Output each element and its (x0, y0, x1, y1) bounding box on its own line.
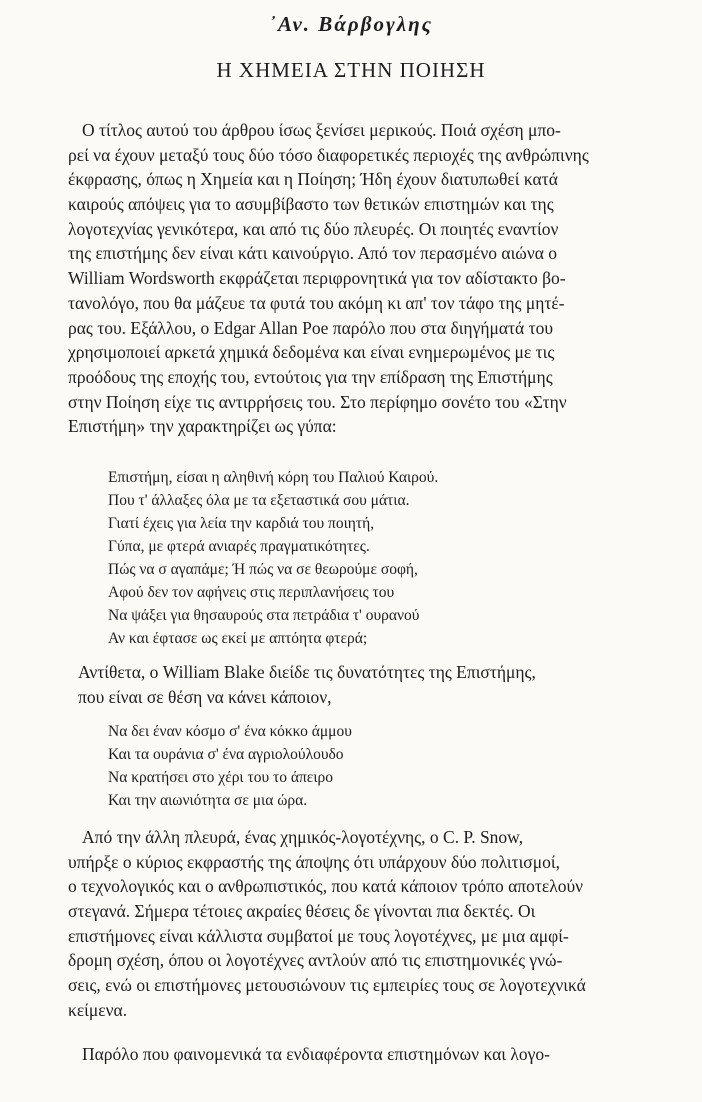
article-title: Η ΧΗΜΕΙΑ ΣΤΗΝ ΠΟΙΗΣΗ (216, 58, 486, 82)
poem-line: Γύπα, με φτερά ανιαρές πραγματικότητες. (108, 538, 370, 555)
poem-line: Να κρατήσει στο χέρι του το άπειρο (108, 769, 333, 786)
text-line: χρησιμοποιεί αρκετά χημικά δεδομένα και είναι ενημερωμένος με τις (68, 342, 555, 363)
text-line: Από την άλλη πλευρά, ένας χημικός-λογοτέχνης, ο C. P. Snow, (82, 827, 524, 847)
paragraph-2 (78, 660, 662, 709)
text-line: κείμενα. (68, 999, 128, 1020)
text-line: δρομη σχέση, όπου οι λογοτέχνες αντλούν από τις επιστημονικές γνώ- (68, 950, 563, 971)
text-line: που είναι σε θέση να κάνει κάποιον, (78, 686, 332, 707)
text-line: ο τεχνολογικός και ο ανθρωπιστικός, που κατά κάποιον τρόπο αποτελούν (68, 876, 584, 897)
text-line: λογοτεχνίας γενικότερα, και από τις δύο πλευρές. Οι ποιητές εναντίον (68, 218, 559, 239)
text-line: της επιστήμης δεν είναι κάτι καινούργιο. Από τον περασμένο αιώνα ο (68, 243, 558, 264)
text-line: Αντίθετα, ο William Blake διείδε τις δυνατότητες της Επιστήμης, (78, 662, 536, 682)
text-line: επιστήμονες είναι κάλλιστα συμβατοί με τους λογοτέχνες, με μια αμφί- (68, 925, 569, 946)
text-line: προόδους της εποχής του, εντούτοις για την επίδραση της Επιστήμης (68, 366, 553, 387)
text-line: στην Ποίηση είχε τις αντιρρήσεις του. Στο περίφημο σονέτο του «Στην (68, 391, 567, 412)
text-line: καιρούς απόψεις για το ασυμβίβαστο των θετικών επιστημών και της (68, 194, 554, 215)
text-line: σεις, ενώ οι επιστήμονες μετουσιώνουν τις εμπειρίες τους σε λογοτεχνικά (68, 975, 586, 996)
poem-line: Αν και έφτασε ως εκεί με απτόητα φτερά; (108, 630, 368, 647)
poem-2 (108, 720, 608, 812)
poem-line: Να δει έναν κόσμο σ' ένα κόκκο άμμου (108, 723, 352, 740)
author-name: ᾿Αν. Βάρβογλης (269, 12, 433, 36)
text-line: William Wordsworth εκφράζεται περιφρονητικά για τον αδίστακτο βο- (68, 268, 566, 289)
text-line: τανολόγο, που θα μάζευε τα φυτά του ακόμη κι απ' τον τάφο της μητέ- (68, 292, 565, 313)
poem-line: Πώς να σ αγαπάμε; Ή πώς να σε θεωρούμε σοφή, (108, 561, 418, 578)
poem-line: Γιατί έχεις για λεία την καρδιά του ποιητή, (108, 515, 375, 532)
poem-line: Να ψάξει για θησαυρούς στα πετράδια τ' ουρανού (108, 607, 420, 624)
poem-line: Επιστήμη, είσαι η αληθινή κόρη του Παλιού Καιρού. (108, 469, 439, 486)
paragraph-3 (68, 825, 662, 1023)
poem-line: Αφού δεν τον αφήνεις στις περιπλανήσεις του (108, 584, 395, 601)
text-line: Ο τίτλος αυτού του άρθρου ίσως ξενίσει μερικούς. Ποιά σχέση μπο- (82, 120, 561, 140)
text-line: ρεί να έχουν μεταξύ τους δύο τόσο διαφορετικές περιοχές της ανθρώπινης (68, 144, 589, 165)
poem-1 (108, 466, 608, 650)
poem-line: Που τ' άλλαξες όλα με τα εξεταστικά σου μάτια. (108, 492, 410, 509)
text-line: έκφρασης, όπως η Χημεία και η Ποίηση; Ήδη έχουν διατυπωθεί κατά (68, 169, 558, 190)
text-line: υπήρξε ο κύριος εκφραστής της άποψης ότι υπάρχουν δύο πολιτισμοί, (68, 851, 560, 872)
text-line: Επιστήμη» την χαρακτηρίζει ως γύπα: (68, 416, 337, 437)
paragraph-4 (68, 1042, 662, 1067)
text-line: ρας του. Εξάλλου, ο Edgar Allan Poe παρόλο που στα διηγήματά του (68, 317, 554, 338)
paragraph-1 (68, 118, 662, 439)
poem-line: Και την αιωνιότητα σε μια ώρα. (108, 792, 308, 809)
text-line: Παρόλο που φαινομενικά τα ενδιαφέροντα επιστημόνων και λογο- (82, 1044, 550, 1064)
text-line: στεγανά. Σήμερα τέτοιες ακραίες θέσεις δε γίνονται πια δεκτές. Οι (68, 901, 536, 922)
poem-line: Και τα ουράνια σ' ένα αγριολούλουδο (108, 746, 344, 763)
